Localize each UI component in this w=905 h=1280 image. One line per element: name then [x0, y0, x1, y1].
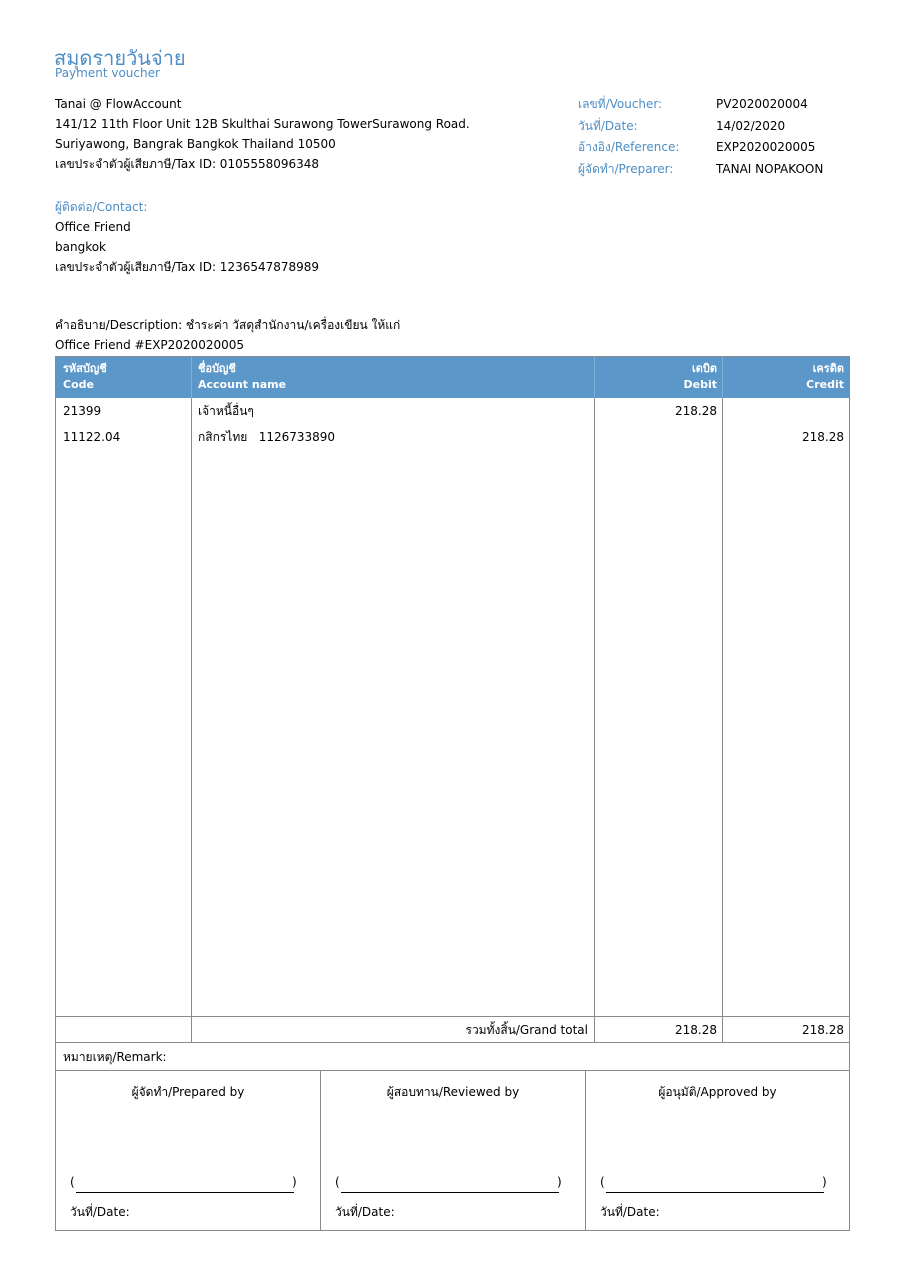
remark-label: หมายเหตุ/Remark:	[63, 1050, 167, 1064]
meta-row-date	[578, 116, 823, 138]
signature-prepared	[56, 1071, 321, 1230]
description-block	[55, 315, 400, 355]
total-divider	[56, 1016, 849, 1017]
grand-total-debit: 218.28	[675, 1023, 717, 1037]
meta-row-reference	[578, 137, 823, 159]
meta-label: ผู้จัดทำ/Preparer:	[578, 161, 674, 176]
signature-line	[76, 1192, 294, 1193]
document-title: สมุดรายวันจ่าย	[54, 46, 186, 70]
meta-row-preparer	[578, 159, 823, 181]
header-credit	[724, 361, 844, 393]
signature-line	[606, 1192, 824, 1193]
contact-block	[55, 197, 319, 277]
contact-tax-id: เลขประจำตัวผู้เสียภาษี/Tax ID: 1236547878989	[55, 260, 320, 274]
signature-approved	[586, 1071, 849, 1230]
meta-value: 14/02/2020	[716, 118, 786, 133]
meta-label: วันที่/Date:	[578, 118, 638, 133]
row-code: 21399	[63, 404, 102, 418]
company-address-line2: Suriyawong, Bangrak Bangkok Thailand 10500	[55, 137, 336, 151]
header-code	[63, 361, 107, 393]
meta-row-voucher	[578, 94, 823, 116]
signature-line	[341, 1192, 559, 1193]
header-debit	[596, 361, 717, 393]
row-account-name: กสิกรไทย 1126733890	[198, 430, 336, 444]
company-block	[55, 94, 470, 174]
company-name: Tanai @ FlowAccount	[55, 97, 182, 111]
meta-label: เลขที่/Voucher:	[578, 97, 663, 111]
header-code-th: รหัสบัญชี	[63, 362, 107, 375]
signature-close-paren: )	[822, 1175, 827, 1189]
header-divider	[722, 357, 723, 398]
header-divider	[594, 357, 595, 398]
row-account-name: เจ้าหนี้อื่นๆ	[198, 404, 254, 418]
grand-total-credit: 218.28	[802, 1023, 844, 1037]
remark-row	[55, 1043, 850, 1071]
signature-close-paren: )	[292, 1175, 297, 1189]
company-tax-id: เลขประจำตัวผู้เสียภาษี/Tax ID: 0105558096348	[55, 157, 320, 171]
contact-name: Office Friend	[55, 220, 131, 234]
signature-open-paren: (	[600, 1175, 605, 1189]
signature-date-label: วันที่/Date:	[335, 1205, 395, 1219]
table-header	[56, 357, 849, 398]
row-credit: 218.28	[802, 430, 844, 444]
signature-title: ผู้อนุมัติ/Approved by	[658, 1085, 777, 1099]
header-debit-th: เดบิต	[691, 362, 717, 375]
header-divider	[191, 357, 192, 398]
header-name-th: ชื่อบัญชี	[198, 362, 236, 375]
header-credit-th: เครดิต	[812, 362, 844, 375]
row-credit	[724, 401, 844, 421]
row-debit: 218.28	[675, 404, 717, 418]
voucher-meta	[578, 94, 823, 180]
meta-value: PV2020020004	[716, 97, 808, 111]
column-divider	[594, 1016, 595, 1042]
contact-label: ผู้ติดต่อ/Contact:	[55, 200, 148, 214]
signature-date-label: วันที่/Date:	[600, 1205, 660, 1219]
column-divider	[191, 398, 192, 1016]
company-address-line1: 141/12 11th Floor Unit 12B Skulthai Surawong TowerSurawong Road.	[55, 117, 470, 131]
column-divider	[722, 1016, 723, 1042]
description-line2: Office Friend #EXP2020020005	[55, 338, 244, 352]
column-divider	[722, 398, 723, 1016]
column-divider	[191, 1016, 192, 1042]
column-divider	[594, 398, 595, 1016]
signature-close-paren: )	[557, 1175, 562, 1189]
grand-total-label: รวมทั้งสิ้น/Grand total	[465, 1023, 588, 1037]
signature-date-label: วันที่/Date:	[70, 1205, 130, 1219]
meta-label: อ้างอิง/Reference:	[578, 140, 680, 154]
row-code: 11122.04	[63, 430, 121, 444]
journal-table	[55, 356, 850, 1043]
description-line1: คำอธิบาย/Description: ชำระค่า วัสดุสำนักงาน/เครื่องเขียน ให้แก่	[55, 318, 401, 332]
signature-open-paren: (	[70, 1175, 75, 1189]
signature-title: ผู้สอบทาน/Reviewed by	[386, 1085, 520, 1099]
document-subtitle: Payment voucher	[55, 66, 160, 80]
signature-section	[55, 1070, 850, 1231]
contact-city: bangkok	[55, 240, 107, 254]
signature-open-paren: (	[335, 1175, 340, 1189]
meta-value: TANAI NOPAKOON	[716, 161, 824, 176]
meta-value: EXP2020020005	[716, 140, 816, 154]
signature-title: ผู้จัดทำ/Prepared by	[131, 1085, 245, 1099]
row-debit	[596, 427, 717, 447]
header-code-en: Code	[63, 378, 94, 391]
header-name	[198, 361, 286, 393]
header-credit-en: Credit	[806, 378, 844, 391]
signature-reviewed	[321, 1071, 586, 1230]
header-name-en: Account name	[198, 378, 287, 391]
header-debit-en: Debit	[683, 378, 717, 391]
